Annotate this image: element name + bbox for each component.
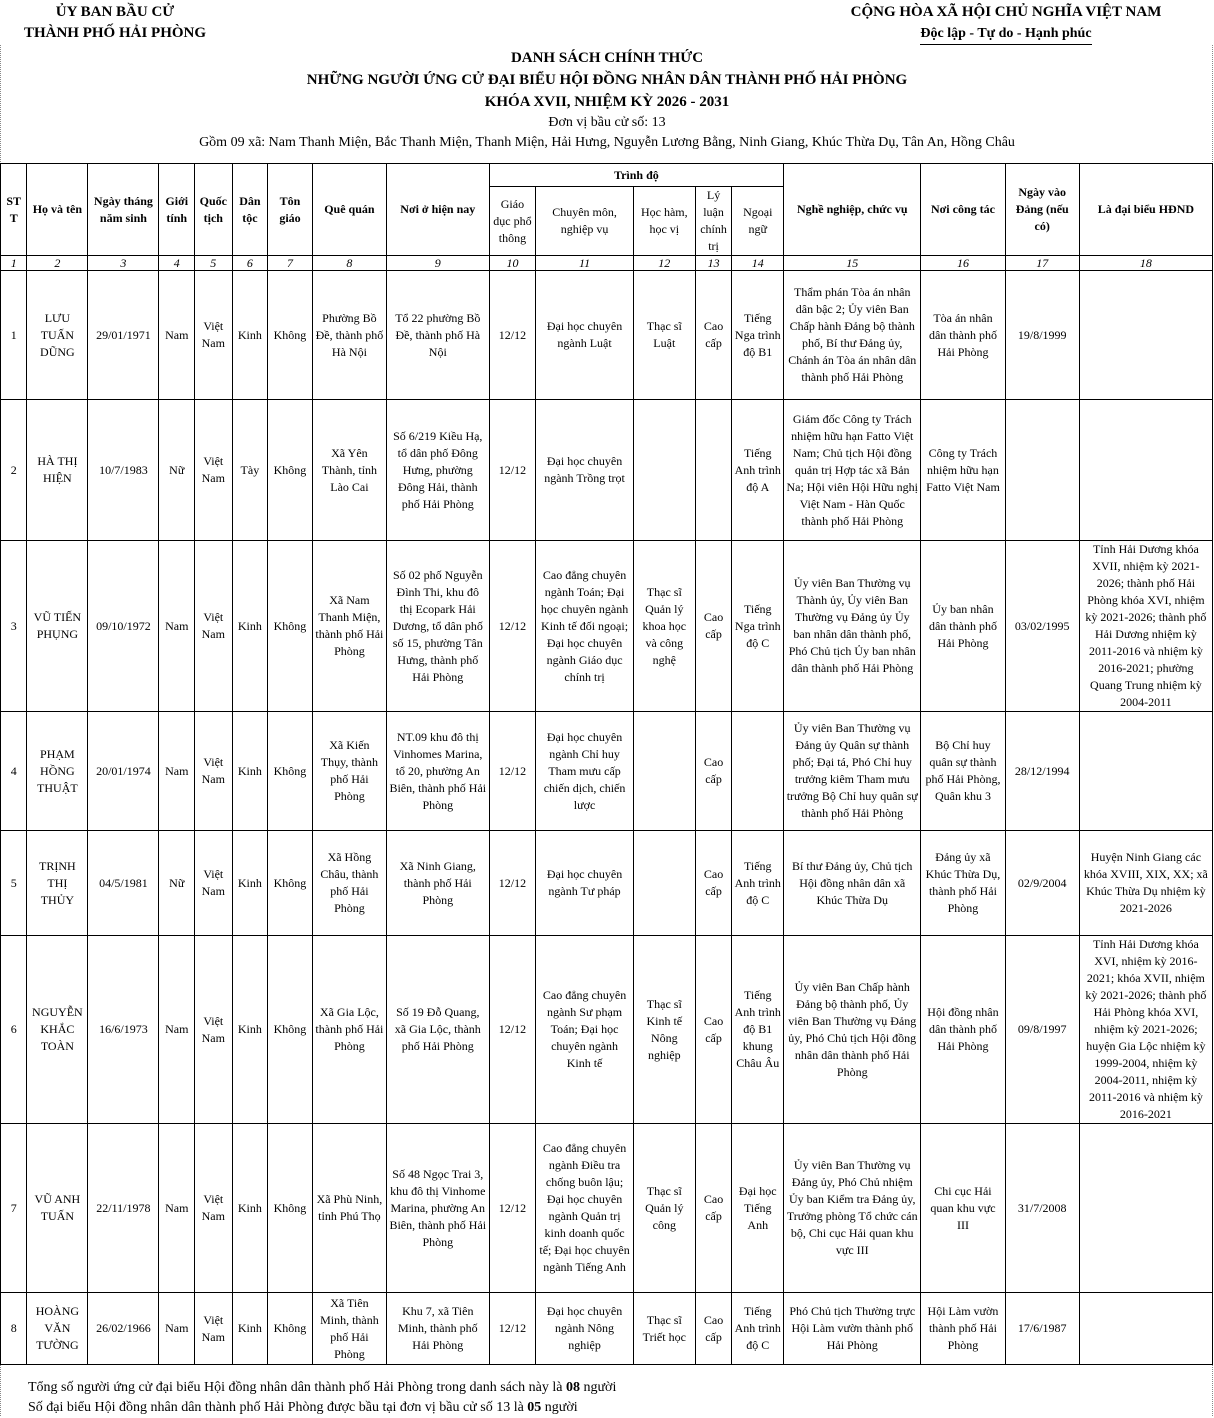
seats-count: 05 [527, 1400, 542, 1415]
cell-general-edu: 12/12 [489, 541, 536, 712]
cell-workplace: Công ty Trách nhiệm hữu hạn Fatto Việt Nam [921, 400, 1005, 541]
cell-party-date: 28/12/1994 [1005, 712, 1079, 831]
cell-stt: 5 [1, 831, 27, 936]
table-row [1, 400, 1213, 541]
col-header-workplace: Nơi công tác [921, 164, 1005, 256]
cell-residence: Số 19 Đỗ Quang, xã Gia Lộc, thành phố Hải Phòng [386, 936, 489, 1124]
cell-language: Đại học Tiếng Anh [732, 1124, 784, 1293]
seats-unit: người [541, 1400, 578, 1415]
table-row [1, 936, 1213, 1124]
cell-language: Tiếng Anh trình độ B1 khung Châu Âu [732, 936, 784, 1124]
cell-nationality: Việt Nam [195, 831, 233, 936]
cell-religion: Không [268, 400, 313, 541]
cell-name: LƯU TUẤN DŨNG [27, 271, 88, 400]
table-body [1, 271, 1213, 1365]
cell-hometown: Xã Yên Thành, tỉnh Lào Cai [312, 400, 386, 541]
cell-stt: 7 [1, 1124, 27, 1293]
col-header-delegate: Là đại biểu HĐND [1079, 164, 1212, 256]
cell-political: Cao cấp [695, 1293, 732, 1365]
cell-religion: Không [268, 541, 313, 712]
seats-line [28, 1398, 616, 1418]
column-number: 6 [232, 256, 268, 271]
column-number: 1 [1, 256, 27, 271]
cell-general-edu: 12/12 [489, 1124, 536, 1293]
column-number: 16 [921, 256, 1005, 271]
title-line-2: NHỮNG NGƯỜI ỨNG CỬ ĐẠI BIỂU HỘI ĐỒNG NHÂN DÂN THÀNH PHỐ HẢI PHÒNG [306, 72, 908, 88]
col-header-ethnicity: Dân tộc [232, 164, 268, 256]
cell-residence: Số 48 Ngọc Trai 3, khu đô thị Vinhome Marina, phường An Biên, thành phố Hải Phòng [386, 1124, 489, 1293]
column-number: 4 [159, 256, 195, 271]
cell-dob: 16/6/1973 [88, 936, 159, 1124]
col-header-residence: Nơi ở hiện nay [386, 164, 489, 256]
cell-ethnicity: Kinh [232, 831, 268, 936]
cell-stt: 1 [1, 271, 27, 400]
org-line-2: THÀNH PHỐ HẢI PHÒNG [23, 25, 207, 41]
cell-degree: Thạc sĩ Quản lý công [633, 1124, 695, 1293]
cell-political [695, 400, 732, 541]
col-header-level-group: Trình độ [489, 164, 784, 187]
cell-language: Tiếng Anh trình độ C [732, 831, 784, 936]
cell-hometown: Xã Gia Lộc, thành phố Hải Phòng [312, 936, 386, 1124]
cell-ethnicity: Tày [232, 400, 268, 541]
cell-occupation: Thẩm phán Tòa án nhân dân bậc 2; Ủy viên Ban Chấp hành Đảng bộ thành phố, Bí thư Đảng ủy, Chánh án Tòa án nhân dân thành phố Hải Phòng [784, 271, 921, 400]
col-header-degree: Học hàm, học vị [633, 187, 695, 256]
cell-specialty: Cao đẳng chuyên ngành Sư phạm Toán; Đại học chuyên ngành Kinh tế [536, 936, 634, 1124]
cell-workplace: Đảng ủy xã Khúc Thừa Dụ, thành phố Hải Phòng [921, 831, 1005, 936]
cell-dob: 26/02/1966 [88, 1293, 159, 1365]
org-line-1: ỦY BAN BẦU CỬ [55, 4, 175, 20]
table-row [1, 271, 1213, 400]
cell-name: HÀ THỊ HIỆN [27, 400, 88, 541]
col-header-language: Ngoại ngữ [732, 187, 784, 256]
cell-party-date: 09/8/1997 [1005, 936, 1079, 1124]
cell-language: Tiếng Nga trình độ C [732, 541, 784, 712]
cell-ethnicity: Kinh [232, 712, 268, 831]
col-header-occupation: Nghề nghiệp, chức vụ [784, 164, 921, 256]
table-row [1, 1293, 1213, 1365]
title-line-3: KHÓA XVII, NHIỆM KỲ 2026 - 2031 [484, 94, 730, 110]
national-heading [800, 2, 1212, 45]
cell-political: Cao cấp [695, 712, 732, 831]
cell-political: Cao cấp [695, 271, 732, 400]
cell-occupation: Ủy viên Ban Thường vụ Đảng ủy Quân sự thành phố; Đại tá, Phó Chỉ huy trưởng kiêm Tham mưu trưởng Bộ Chỉ huy quân sự thành phố Hải Phòng [784, 712, 921, 831]
cell-party-date: 19/8/1999 [1005, 271, 1079, 400]
cell-delegate [1079, 400, 1212, 541]
cell-residence: Số 6/219 Kiều Hạ, tổ dân phố Đông Hưng, phường Đông Hải, thành phố Hải Phòng [386, 400, 489, 541]
cell-general-edu: 12/12 [489, 1293, 536, 1365]
document-title [0, 47, 1214, 153]
cell-stt: 3 [1, 541, 27, 712]
cell-workplace: Ủy ban nhân dân thành phố Hải Phòng [921, 541, 1005, 712]
cell-residence: Xã Ninh Giang, thành phố Hải Phòng [386, 831, 489, 936]
cell-nationality: Việt Nam [195, 541, 233, 712]
cell-gender: Nam [159, 1124, 195, 1293]
cell-political: Cao cấp [695, 1124, 732, 1293]
cell-hometown: Xã Phù Ninh, tỉnh Phú Thọ [312, 1124, 386, 1293]
cell-workplace: Hội đồng nhân dân thành phố Hải Phòng [921, 936, 1005, 1124]
col-header-name: Họ và tên [27, 164, 88, 256]
column-number: 8 [312, 256, 386, 271]
cell-party-date: 31/7/2008 [1005, 1124, 1079, 1293]
column-number: 10 [489, 256, 536, 271]
cell-dob: 22/11/1978 [88, 1124, 159, 1293]
cell-occupation: Giám đốc Công ty Trách nhiệm hữu hạn Fatto Việt Nam; Chủ tịch Hội đồng quản trị Hợp tác xã Bản Na; Hội viên Hội Hữu nghị Việt Nam - Hàn Quốc thành phố Hải Phòng [784, 400, 921, 541]
col-header-gender: Giới tính [159, 164, 195, 256]
cell-degree: Thạc sĩ Triết học [633, 1293, 695, 1365]
cell-ethnicity: Kinh [232, 936, 268, 1124]
cell-political: Cao cấp [695, 831, 732, 936]
col-header-nationality: Quốc tịch [195, 164, 233, 256]
column-number: 13 [695, 256, 732, 271]
cell-nationality: Việt Nam [195, 1124, 233, 1293]
cell-occupation: Phó Chủ tịch Thường trực Hội Làm vườn thành phố Hải Phòng [784, 1293, 921, 1365]
column-number: 2 [27, 256, 88, 271]
cell-specialty: Đại học chuyên ngành Chỉ huy Tham mưu cấp chiến dịch, chiến lược [536, 712, 634, 831]
cell-name: HOÀNG VĂN TƯỜNG [27, 1293, 88, 1365]
cell-ethnicity: Kinh [232, 1124, 268, 1293]
cell-delegate [1079, 271, 1212, 400]
cell-specialty: Cao đẳng chuyên ngành Điều tra chống buôn lậu; Đại học chuyên ngành Quản trị kinh doanh quốc tế; Đại học chuyên ngành Tiếng Anh [536, 1124, 634, 1293]
national-motto: Độc lập - Tự do - Hạnh phúc [920, 23, 1091, 45]
cell-name: TRỊNH THỊ THỦY [27, 831, 88, 936]
col-header-dob: Ngày tháng năm sinh [88, 164, 159, 256]
total-candidates-unit: người [579, 1380, 617, 1395]
cell-language: Tiếng Anh trình độ C [732, 1293, 784, 1365]
cell-party-date: 03/02/1995 [1005, 541, 1079, 712]
cell-delegate: Huyện Ninh Giang các khóa XVIII, XIX, XX; xã Khúc Thừa Dụ nhiệm kỳ 2021-2026 [1079, 831, 1212, 936]
column-number: 18 [1079, 256, 1212, 271]
cell-workplace: Bộ Chỉ huy quân sự thành phố Hải Phòng, Quân khu 3 [921, 712, 1005, 831]
table-row [1, 1124, 1213, 1293]
cell-occupation: Bí thư Đảng ủy, Chủ tịch Hội đồng nhân dân xã Khúc Thừa Dụ [784, 831, 921, 936]
cell-hometown: Phường Bồ Đề, thành phố Hà Nội [312, 271, 386, 400]
cell-delegate [1079, 712, 1212, 831]
cell-gender: Nam [159, 936, 195, 1124]
cell-religion: Không [268, 936, 313, 1124]
col-header-hometown: Quê quán [312, 164, 386, 256]
cell-workplace: Tòa án nhân dân thành phố Hải Phòng [921, 271, 1005, 400]
cell-language: Tiếng Anh trình độ A [732, 400, 784, 541]
cell-religion: Không [268, 831, 313, 936]
cell-religion: Không [268, 1124, 313, 1293]
cell-ethnicity: Kinh [232, 271, 268, 400]
cell-delegate: Tỉnh Hải Dương khóa XVI, nhiệm kỳ 2016-2021; khóa XVII, nhiệm kỳ 2021-2026; thành phố Hải Phòng khóa XVI, nhiệm kỳ 2021-2026; huyện Gia Lộc nhiệm kỳ 1999-2004, nhiệm kỳ 2004-2011, nhiệm kỳ 2011-2016 và nhiệm kỳ 2016-2021 [1079, 936, 1212, 1124]
cell-gender: Nữ [159, 831, 195, 936]
cell-gender: Nam [159, 1293, 195, 1365]
column-number: 14 [732, 256, 784, 271]
cell-religion: Không [268, 1293, 313, 1365]
candidate-table [0, 163, 1213, 1365]
cell-general-edu: 12/12 [489, 831, 536, 936]
cell-specialty: Đại học chuyên ngành Tư pháp [536, 831, 634, 936]
nation-name: CỘNG HÒA XÃ HỘI CHỦ NGHĨA VIỆT NAM [850, 4, 1162, 20]
included-communes: Gồm 09 xã: Nam Thanh Miện, Bắc Thanh Miện, Thanh Miện, Hải Hưng, Nguyễn Lương Bằng, Ninh Giang, Khúc Thừa Dụ, Tân An, Hồng Châu [199, 135, 1015, 150]
cell-delegate: Tỉnh Hải Dương khóa XVII, nhiệm kỳ 2021-2026; thành phố Hải Phòng khóa XVI, nhiệm kỳ 2021-2026; thành phố Hải Dương nhiệm kỳ 2011-2016 và nhiệm kỳ 2016-2021; phường Quang Trung nhiệm kỳ 2004-2011 [1079, 541, 1212, 712]
cell-religion: Không [268, 712, 313, 831]
column-number: 5 [195, 256, 233, 271]
cell-party-date: 02/9/2004 [1005, 831, 1079, 936]
cell-occupation: Ủy viên Ban Chấp hành Đảng bộ thành phố, Ủy viên Ban Thường vụ Đảng ủy, Phó Chủ tịch Hội đồng nhân dân thành phố Hải Phòng [784, 936, 921, 1124]
cell-name: NGUYỄN KHẮC TOÀN [27, 936, 88, 1124]
cell-residence: Khu 7, xã Tiên Minh, thành phố Hải Phòng [386, 1293, 489, 1365]
cell-occupation: Ủy viên Ban Thường vụ Thành ủy, Ủy viên Ban Thường vụ Đảng ủy Ủy ban nhân dân thành phố, Phó Chủ tịch Ủy ban nhân dân thành phố Hải Phòng [784, 541, 921, 712]
col-header-general-edu: Giáo dục phổ thông [489, 187, 536, 256]
column-number: 12 [633, 256, 695, 271]
col-header-political: Lý luận chính trị [695, 187, 732, 256]
cell-ethnicity: Kinh [232, 541, 268, 712]
cell-political: Cao cấp [695, 936, 732, 1124]
column-number-row [1, 256, 1213, 271]
cell-dob: 10/7/1983 [88, 400, 159, 541]
total-candidates-text: Tổng số người ứng cử đại biểu Hội đồng nhân dân thành phố Hải Phòng trong danh sách này là [28, 1380, 566, 1395]
column-number: 9 [386, 256, 489, 271]
cell-hometown: Xã Nam Thanh Miện, thành phố Hải Phòng [312, 541, 386, 712]
cell-political: Cao cấp [695, 541, 732, 712]
cell-stt: 4 [1, 712, 27, 831]
cell-general-edu: 12/12 [489, 712, 536, 831]
cell-general-edu: 12/12 [489, 936, 536, 1124]
cell-delegate [1079, 1293, 1212, 1365]
cell-general-edu: 12/12 [489, 271, 536, 400]
cell-degree [633, 831, 695, 936]
cell-language [732, 712, 784, 831]
table-row [1, 541, 1213, 712]
issuing-organization [10, 2, 220, 44]
cell-hometown: Xã Hồng Châu, thành phố Hải Phòng [312, 831, 386, 936]
column-number: 11 [536, 256, 634, 271]
total-candidates-line [28, 1378, 616, 1398]
title-line-1: DANH SÁCH CHÍNH THỨC [510, 50, 704, 66]
cell-specialty: Đại học chuyên ngành Trồng trọt [536, 400, 634, 541]
cell-dob: 09/10/1972 [88, 541, 159, 712]
cell-degree: Thạc sĩ Quản lý khoa học và công nghệ [633, 541, 695, 712]
cell-workplace: Chi cục Hải quan khu vực III [921, 1124, 1005, 1293]
cell-dob: 20/01/1974 [88, 712, 159, 831]
col-header-religion: Tôn giáo [268, 164, 313, 256]
electoral-unit: Đơn vị bầu cử số: 13 [548, 115, 666, 130]
cell-occupation: Ủy viên Ban Thường vụ Đảng ủy, Phó Chủ nhiệm Ủy ban Kiểm tra Đảng ủy, Trưởng phòng Tổ chức cán bộ, Chi cục Hải quan khu vực III [784, 1124, 921, 1293]
cell-nationality: Việt Nam [195, 1293, 233, 1365]
cell-degree [633, 400, 695, 541]
cell-general-edu: 12/12 [489, 400, 536, 541]
cell-gender: Nam [159, 712, 195, 831]
cell-degree: Thạc sĩ Kinh tế Nông nghiệp [633, 936, 695, 1124]
col-header-stt: ST T [1, 164, 27, 256]
cell-name: VŨ ANH TUẤN [27, 1124, 88, 1293]
cell-stt: 2 [1, 400, 27, 541]
cell-specialty: Đại học chuyên ngành Luật [536, 271, 634, 400]
cell-party-date: 17/6/1987 [1005, 1293, 1079, 1365]
cell-hometown: Xã Kiến Thụy, thành phố Hải Phòng [312, 712, 386, 831]
total-candidates-count: 08 [565, 1380, 580, 1395]
cell-stt: 6 [1, 936, 27, 1124]
column-number: 3 [88, 256, 159, 271]
cell-religion: Không [268, 271, 313, 400]
cell-nationality: Việt Nam [195, 271, 233, 400]
table-row [1, 712, 1213, 831]
column-number: 17 [1005, 256, 1079, 271]
cell-nationality: Việt Nam [195, 712, 233, 831]
cell-language: Tiếng Nga trình độ B1 [732, 271, 784, 400]
cell-dob: 29/01/1971 [88, 271, 159, 400]
cell-dob: 04/5/1981 [88, 831, 159, 936]
cell-degree [633, 712, 695, 831]
cell-gender: Nữ [159, 400, 195, 541]
cell-degree: Thạc sĩ Luật [633, 271, 695, 400]
cell-ethnicity: Kinh [232, 1293, 268, 1365]
cell-stt: 8 [1, 1293, 27, 1365]
seats-text: Số đại biểu Hội đồng nhân dân thành phố Hải Phòng được bầu tại đơn vị bầu cử số 13 là [28, 1400, 528, 1415]
summary-footer [28, 1378, 616, 1418]
cell-hometown: Xã Tiên Minh, thành phố Hải Phòng [312, 1293, 386, 1365]
col-header-specialty: Chuyên môn, nghiệp vụ [536, 187, 634, 256]
cell-specialty: Cao đẳng chuyên ngành Toán; Đại học chuyên ngành Kinh tế đối ngoại; Đại học chuyên ngành Giáo dục chính trị [536, 541, 634, 712]
column-number: 7 [268, 256, 313, 271]
cell-name: VŨ TIẾN PHỤNG [27, 541, 88, 712]
cell-nationality: Việt Nam [195, 400, 233, 541]
column-number: 15 [784, 256, 921, 271]
table-header [1, 164, 1213, 271]
cell-residence: Tổ 22 phường Bồ Đề, thành phố Hà Nội [386, 271, 489, 400]
cell-party-date [1005, 400, 1079, 541]
table-row [1, 831, 1213, 936]
cell-gender: Nam [159, 271, 195, 400]
cell-workplace: Hội Làm vườn thành phố Hải Phòng [921, 1293, 1005, 1365]
cell-name: PHẠM HỒNG THUẬT [27, 712, 88, 831]
cell-delegate [1079, 1124, 1212, 1293]
col-header-party-date: Ngày vào Đảng (nếu có) [1005, 164, 1079, 256]
cell-residence: Số 02 phố Nguyễn Đình Thi, khu đô thị Ecopark Hải Dương, tổ dân phố số 15, phường Tân Hưng, thành phố Hải Phòng [386, 541, 489, 712]
cell-nationality: Việt Nam [195, 936, 233, 1124]
cell-gender: Nam [159, 541, 195, 712]
cell-residence: NT.09 khu đô thị Vinhomes Marina, tổ 20, phường An Biên, thành phố Hải Phòng [386, 712, 489, 831]
cell-specialty: Đại học chuyên ngành Nông nghiệp [536, 1293, 634, 1365]
